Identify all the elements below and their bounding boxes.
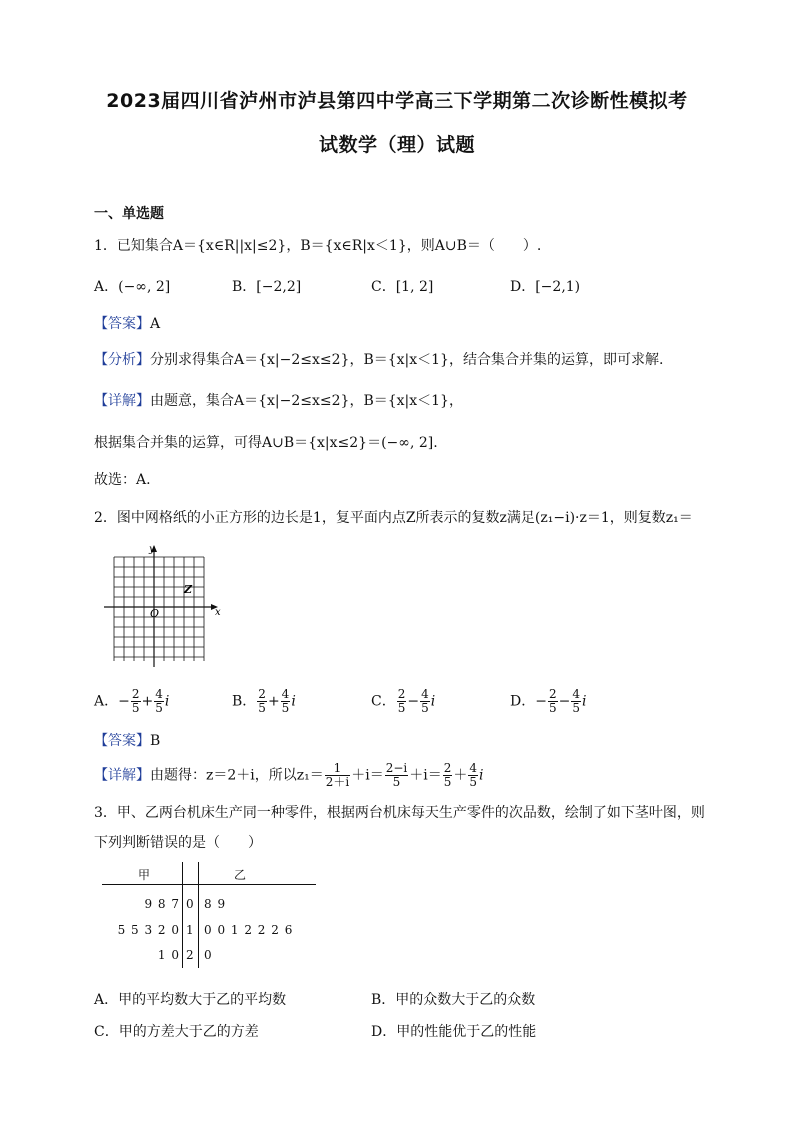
denominator: 5	[397, 701, 406, 715]
denominator: 5	[392, 775, 401, 789]
fraction	[281, 688, 291, 715]
denominator: 5	[469, 775, 478, 789]
q2-option-a	[94, 688, 169, 715]
denominator: 5	[548, 701, 557, 715]
q1-answer: A	[150, 316, 161, 332]
q2-answer-line	[94, 730, 160, 750]
numerator: 2	[258, 687, 266, 701]
q1-answer-line	[94, 313, 160, 333]
option-letter: B．	[232, 693, 257, 710]
q3-stem-1: 3．甲、乙两台机床生产同一种零件，根据两台机床每天生产零件的次品数，绘制了如下茎叶图，则	[94, 805, 705, 821]
fraction	[397, 688, 407, 715]
denominator: 5	[421, 701, 429, 715]
x-axis-label: x	[215, 607, 221, 618]
section-heading: 一、单选题	[94, 206, 164, 222]
q1-detail-line	[94, 390, 463, 410]
q2-answer: B	[150, 733, 161, 749]
q1-choose: 故选：A.	[94, 472, 151, 488]
leaf-right-row-1: 0 0 1 2 2 2 6	[204, 923, 294, 937]
header-rule	[102, 884, 316, 885]
numerator: 2	[131, 687, 140, 701]
denominator: 5	[281, 701, 290, 715]
option-op: +	[141, 693, 154, 710]
option-sign: −	[118, 693, 130, 710]
stem-divider-right	[198, 862, 199, 968]
fraction	[548, 688, 558, 715]
numerator: 2	[548, 687, 557, 701]
leaf-right-row-2: 0	[204, 948, 213, 962]
q1-option-c: C．[1, 2]	[371, 279, 434, 295]
denominator: 5	[131, 701, 140, 715]
imag-unit: i	[430, 693, 436, 710]
stem-divider-left	[182, 862, 183, 968]
q3-option-c: C．甲的方差大于乙的方差	[94, 1024, 259, 1040]
leaf-left-row-1: 5 5 3 2 0	[117, 923, 180, 937]
complex-plane-grid	[100, 543, 230, 671]
origin-label: O	[150, 607, 160, 620]
q1-option-a: A．(−∞, 2]	[94, 279, 171, 295]
numerator: 4	[155, 687, 163, 701]
fraction	[154, 688, 164, 715]
q3-stem-2: 下列判断错误的是（ ）	[94, 835, 262, 851]
numerator: 4	[281, 687, 290, 701]
q1-detail-2: 根据集合并集的运算，可得A∪B＝{x|x≤2}＝(−∞, 2].	[94, 435, 438, 451]
q2-option-c	[371, 688, 435, 715]
numerator: 2	[443, 761, 452, 775]
analysis-tag: 【分析】	[94, 352, 150, 368]
leaf-left-row-0: 9 8 7	[144, 897, 180, 911]
denominator: 2＋i	[325, 775, 350, 789]
header-left: 甲	[138, 868, 151, 882]
stem-row-1: 1	[186, 923, 194, 937]
fraction	[385, 762, 409, 789]
header-right: 乙	[234, 868, 247, 882]
q1-analysis: 分别求得集合A＝{x|−2≤x≤2}，B＝{x|x＜1}，结合集合并集的运算，即可求解.	[150, 352, 664, 368]
option-letter: C．	[371, 693, 396, 710]
stem-leaf-plot	[102, 862, 318, 970]
fraction	[257, 688, 267, 715]
page-title: 2023届四川省泸州市泸县第四中学高三下学期第二次诊断性模拟考	[106, 90, 688, 112]
imag-unit: i	[479, 767, 484, 784]
fraction	[420, 688, 430, 715]
stem-row-0: 0	[186, 897, 194, 911]
option-letter: A．	[94, 693, 119, 710]
answer-tag: 【答案】	[94, 733, 150, 749]
fraction	[468, 762, 478, 789]
detail-op: ＋	[453, 767, 468, 784]
leaf-left-row-2: 1 0	[157, 948, 180, 962]
q1-option-b: B．[−2,2]	[232, 279, 302, 295]
detail-op: ＋i＝	[351, 767, 384, 784]
denominator: 5	[258, 701, 266, 715]
point-z-label: Z	[184, 583, 193, 596]
numerator: 4	[421, 687, 429, 701]
denominator: 5	[443, 775, 452, 789]
numerator: 4	[572, 687, 580, 701]
y-axis-label: y	[149, 544, 155, 555]
q2-stem: 2．图中网格纸的小正方形的边长是1，复平面内点Z所表示的复数z满足(z₁−i)·z＝1，则复数z₁＝	[94, 510, 693, 526]
q1-analysis-line	[94, 349, 663, 369]
q3-option-b: B．甲的众数大于乙的众数	[371, 992, 536, 1008]
option-letter: D．	[510, 693, 536, 710]
detail-tag: 【详解】	[94, 767, 150, 784]
detail-text: 由题得：z＝2＋i，所以z₁＝	[150, 767, 324, 784]
denominator: 5	[572, 701, 580, 715]
numerator: 2−i	[385, 761, 408, 775]
fraction	[325, 762, 350, 789]
answer-tag: 【答案】	[94, 316, 150, 332]
denominator: 5	[155, 701, 163, 715]
q2-detail-line	[94, 762, 484, 789]
fraction	[443, 762, 453, 789]
detail-tag: 【详解】	[94, 393, 150, 409]
q3-option-d: D．甲的性能优于乙的性能	[371, 1024, 537, 1040]
q1-option-d: D．[−2,1)	[510, 279, 581, 295]
option-op: −	[407, 693, 420, 710]
numerator: 2	[397, 687, 406, 701]
option-op: +	[267, 693, 280, 710]
option-sign: −	[535, 693, 547, 710]
leaf-right-row-0: 8 9	[204, 897, 227, 911]
stem-row-2: 2	[186, 948, 194, 962]
fraction	[131, 688, 141, 715]
imag-unit: i	[291, 693, 296, 710]
q3-option-a: A．甲的平均数大于乙的平均数	[94, 992, 287, 1008]
imag-unit: i	[164, 693, 170, 710]
option-op: −	[558, 693, 571, 710]
q1-stem: 1．已知集合A＝{x∈R||x|≤2}，B＝{x∈R|x＜1}，则A∪B＝（ ）.	[94, 238, 542, 254]
detail-op: ＋i＝	[409, 767, 442, 784]
fraction	[571, 688, 581, 715]
imag-unit: i	[581, 693, 587, 710]
q2-option-d	[510, 688, 586, 715]
q1-detail: 由题意，集合A＝{x|−2≤x≤2}，B＝{x|x＜1}，	[150, 393, 463, 409]
numerator: 4	[469, 761, 478, 775]
q2-option-b	[232, 688, 296, 715]
page-title-line2: 试数学（理）试题	[318, 134, 475, 156]
numerator: 1	[325, 762, 350, 776]
